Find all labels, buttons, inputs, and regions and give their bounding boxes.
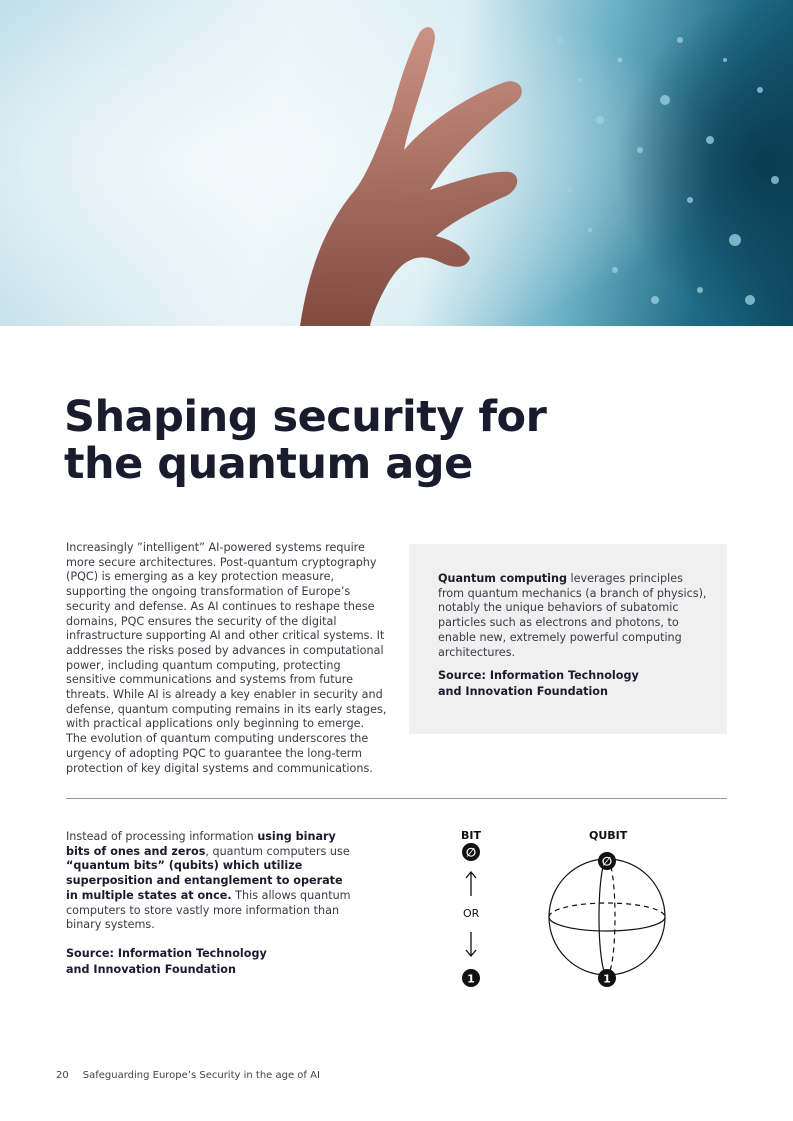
qubit-label: QUBIT: [589, 829, 628, 842]
qubit-one-icon: [598, 969, 616, 987]
page-footer: [56, 1070, 320, 1081]
bit-one-icon: [462, 969, 480, 987]
explain-source: [66, 946, 267, 978]
explain-bold-2: “quantum bits” (qubits) which utilize superposition and entanglement to operate in multiple states at once.: [66, 859, 343, 902]
definition-callout: [409, 544, 727, 734]
bit-one-symbol: 1: [467, 972, 475, 986]
qubit-explanation: [66, 830, 356, 933]
explain-source-line-2: and Innovation Foundation: [66, 963, 236, 976]
arrow-down-icon: [466, 932, 476, 956]
explain-part-1: Instead of processing information: [66, 830, 258, 843]
bit-zero-icon: [462, 843, 480, 861]
explain-source-line-1: Source: Information Technology: [66, 947, 267, 960]
qubit-one-symbol: 1: [603, 972, 611, 986]
page-number: 20: [56, 1070, 69, 1081]
callout-source-line-1: Source: Information Technology: [438, 669, 639, 682]
qubit-zero-symbol: ∅: [601, 854, 613, 869]
page-title: [64, 394, 546, 488]
bit-label: BIT: [461, 829, 481, 842]
explain-part-2: , quantum computers use: [205, 844, 350, 858]
hand-reaching-particles-image: [0, 0, 793, 326]
section-divider: [66, 798, 727, 799]
bit-qubit-diagram: [440, 836, 680, 996]
callout-source: [438, 668, 639, 700]
title-line-2: the quantum age: [64, 439, 473, 489]
intro-paragraph: Increasingly ”intelligent” AI-powered systems require more secure architectures. Post-quantum cryptography (PQC) is emerging as a key protection measure, supporting the ongoing transformation of Europe’s security and defense. As AI continues to reshape these domains, PQC ensures the security of the digital infrastructure supporting AI and other critical systems. It addresses the risks posed by advances in computational power, including quantum computing, protecting sensitive communications and systems from future threats. While AI is already a key enabler in security and defense, quantum computing remains in its early stages, with practical applications only beginning to emerge. The evolution of quantum computing underscores the urgency of adopting PQC to guarantee the long-term protection of key digital systems and communications.: [66, 541, 387, 775]
bit-zero-symbol: ∅: [465, 845, 477, 860]
qubit-zero-icon: [598, 852, 616, 870]
title-line-1: Shaping security for: [64, 392, 547, 442]
callout-source-line-2: and Innovation Foundation: [438, 685, 608, 698]
bloch-sphere-icon: [549, 859, 665, 975]
hero-image: [0, 0, 793, 326]
callout-definition: leverages principles from quantum mechanics (a branch of physics), notably the unique behaviors of subatomic particles such as electrons and photons, to enable new, extremely powerful computing architectures.: [438, 572, 707, 659]
explain-bold-1: using binary bits of ones and zeros: [66, 830, 336, 858]
explain-part-3: This allows quantum computers to store vastly more information than binary systems.: [66, 888, 351, 932]
callout-text: [438, 572, 708, 660]
or-label: OR: [463, 907, 480, 920]
footer-title: Safeguarding Europe’s Security in the age of AI: [82, 1070, 320, 1081]
callout-term: Quantum computing: [438, 572, 567, 585]
arrow-up-icon: [466, 872, 476, 896]
